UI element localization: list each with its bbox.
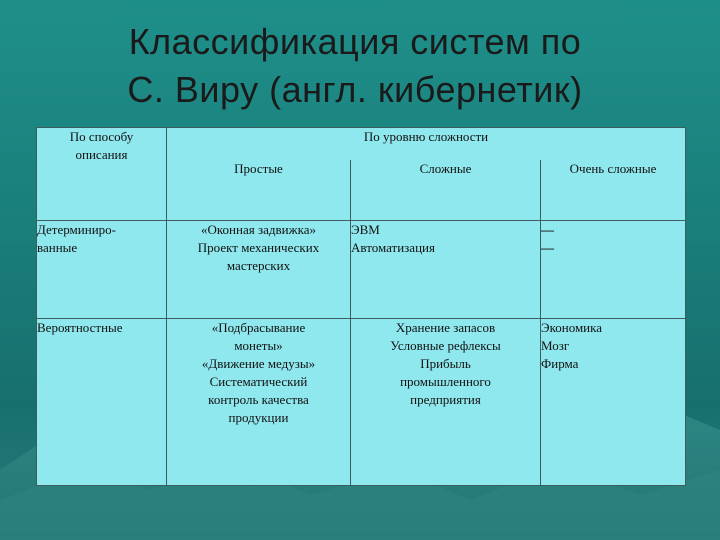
header-method-cell <box>37 128 167 221</box>
row-label-line2: ванные <box>37 240 78 255</box>
cell-text: Фирма <box>541 356 579 371</box>
cell-text: Экономика <box>541 320 603 335</box>
cell-text: ЭВМ <box>351 222 380 237</box>
col-complex-label: Сложные <box>419 161 472 176</box>
cell-text: мастерских <box>226 258 291 273</box>
col-complex-header <box>351 160 541 221</box>
title-line-1: Классификация систем по <box>128 21 582 62</box>
header-complexity-cell <box>167 128 686 161</box>
col-very-complex-label: Очень сложные <box>569 161 657 176</box>
slide-title <box>0 18 720 114</box>
cell-text: Систематический <box>209 374 308 389</box>
row-label-deterministic <box>37 221 167 319</box>
row-label-probabilistic <box>37 319 167 486</box>
cell-probabilistic-simple <box>167 319 351 486</box>
cell-text: «Движение медузы» <box>201 356 316 371</box>
cell-deterministic-very-complex <box>541 221 686 319</box>
cell-text: «Подбрасывание <box>211 320 306 335</box>
cell-dash: — <box>541 240 554 255</box>
cell-text: «Оконная задвижка» <box>201 222 316 237</box>
header-complexity-label: По уровню сложности <box>363 129 489 144</box>
cell-deterministic-simple <box>167 221 351 319</box>
cell-probabilistic-complex <box>351 319 541 486</box>
row-label-line1: Детерминиро- <box>37 222 116 237</box>
cell-text: Мозг <box>541 338 570 353</box>
cell-text: контроль качества <box>208 392 309 407</box>
cell-text: Хранение запасов <box>395 320 496 335</box>
table-header-row <box>37 128 686 161</box>
table-row-deterministic <box>37 221 686 319</box>
col-very-complex-header <box>541 160 686 221</box>
cell-dash: — <box>541 222 554 237</box>
cell-text: монеты» <box>234 338 283 353</box>
col-simple-label: Простые <box>234 161 283 176</box>
cell-probabilistic-very-complex <box>541 319 686 486</box>
cell-text: Прибыль <box>420 356 471 371</box>
row-label-line1: Вероятностные <box>37 320 123 335</box>
cell-text: Проект механических <box>197 240 320 255</box>
col-simple-header <box>167 160 351 221</box>
cell-text: Условные рефлексы <box>390 338 501 353</box>
cell-text: предприятия <box>410 392 481 407</box>
header-method-line2: описания <box>75 147 128 162</box>
cell-text: Автоматизация <box>351 240 435 255</box>
cell-text: продукции <box>228 410 289 425</box>
header-method-line1: По способу <box>69 129 134 144</box>
cell-deterministic-complex <box>351 221 541 319</box>
title-line-2: С. Виру (англ. кибернетик) <box>127 69 583 110</box>
classification-table <box>36 127 686 486</box>
table-row-probabilistic <box>37 319 686 486</box>
cell-text: промышленного <box>400 374 491 389</box>
